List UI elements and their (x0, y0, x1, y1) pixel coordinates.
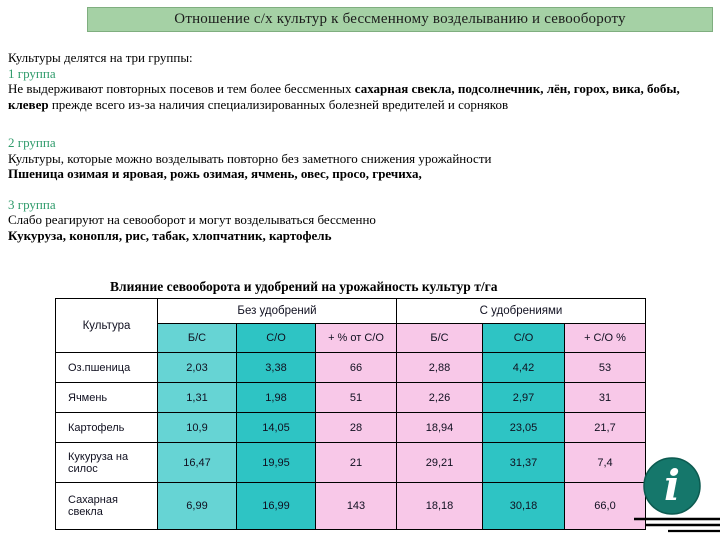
table-header-row-groups (56, 299, 646, 324)
intro-line: Культуры делятся на три группы: (8, 50, 193, 65)
value-cell: 18,18 (397, 483, 483, 530)
value-cell: 51 (316, 383, 397, 413)
group-3-crops (8, 228, 714, 244)
group-2-label: 2 группа (8, 135, 56, 150)
value-cell: 1,98 (237, 383, 316, 413)
crop-column-header: Культура (56, 299, 158, 353)
table-row (56, 413, 646, 443)
group-1-label: 1 группа (8, 65, 56, 81)
value-cell: 66,0 (565, 483, 646, 530)
value-cell: 6,99 (158, 483, 237, 530)
table-caption: Влияние севооборота и удобрений на урожайность культур т/га (110, 279, 498, 294)
value-cell: 21 (316, 443, 397, 483)
group-3-label: 3 группа (8, 196, 56, 212)
group-1-text-post: прежде всего из-за наличия специализированных болезней вредителей и сорняков (48, 96, 509, 112)
value-cell: 16,99 (237, 483, 316, 530)
value-cell: 7,4 (565, 443, 646, 483)
group-2-description: Культуры, которые можно возделывать повторно без заметного снижения урожайности (8, 150, 492, 166)
value-cell: 21,7 (565, 413, 646, 443)
subheader-bs-no-fert: Б/С (158, 324, 237, 353)
group-3-description: Слабо реагируют на севооборот и могут возделываться бессменно (8, 212, 376, 227)
subheader-bs-fert: Б/С (397, 324, 483, 353)
value-cell: 3,38 (237, 353, 316, 383)
value-cell: 143 (316, 483, 397, 530)
value-cell: 53 (565, 353, 646, 383)
subheader-so-fert: С/О (483, 324, 565, 353)
table-row (56, 483, 646, 530)
value-cell: 19,95 (237, 443, 316, 483)
group-3-crops-bold: Кукуруза, конопля, рис, табак, хлопчатник, картофель (8, 227, 332, 243)
crop-name-cell: Оз.пшеница (56, 353, 158, 383)
value-cell: 28 (316, 413, 397, 443)
info-icon-glyph: i (664, 461, 680, 510)
crop-name-cell: Картофель (56, 413, 158, 443)
value-cell: 31,37 (483, 443, 565, 483)
body-text-block (8, 50, 714, 243)
group-2-crops (8, 166, 714, 182)
table-row (56, 443, 646, 483)
value-cell: 2,97 (483, 383, 565, 413)
value-cell: 29,21 (397, 443, 483, 483)
crop-name-cell: Сахарная свекла (56, 483, 158, 530)
fertilizer-group-header: С удобрениями (397, 299, 646, 324)
value-cell: 2,03 (158, 353, 237, 383)
subheader-so-no-fert: С/О (237, 324, 316, 353)
group-1-text-pre: Не выдерживают повторных посевов и тем более бессменных (8, 81, 355, 96)
subheader-pct-fert: + С/О % (565, 324, 646, 353)
slide-title-bar (87, 7, 713, 32)
value-cell: 30,18 (483, 483, 565, 530)
crop-name-cell: Кукуруза на силос (56, 443, 158, 483)
value-cell: 4,42 (483, 353, 565, 383)
subheader-pct-no-fert: + % от С/О (316, 324, 397, 353)
value-cell: 66 (316, 353, 397, 383)
value-cell: 2,88 (397, 353, 483, 383)
value-cell: 2,26 (397, 383, 483, 413)
value-cell: 14,05 (237, 413, 316, 443)
value-cell: 1,31 (158, 383, 237, 413)
slide-title: Отношение с/х культур к бессменному возделыванию и севообороту (174, 11, 626, 27)
group-2-crops-bold: Пшеница озимая и яровая, рожь озимая, ячмень, овес, просо, гречиха, (8, 166, 422, 181)
value-cell: 31 (565, 383, 646, 413)
info-icon (628, 449, 720, 537)
table-row (56, 353, 646, 383)
group-1-paragraph (8, 81, 714, 112)
table-row (56, 383, 646, 413)
crop-name-cell: Ячмень (56, 383, 158, 413)
no-fertilizer-group-header: Без удобрений (158, 299, 397, 324)
value-cell: 10,9 (158, 413, 237, 443)
group-1-crops: сахарная свекла, подсолнечник, лён, горох, вика, бобы, клевер (8, 81, 680, 112)
yield-table (55, 298, 646, 530)
value-cell: 18,94 (397, 413, 483, 443)
value-cell: 23,05 (483, 413, 565, 443)
value-cell: 16,47 (158, 443, 237, 483)
